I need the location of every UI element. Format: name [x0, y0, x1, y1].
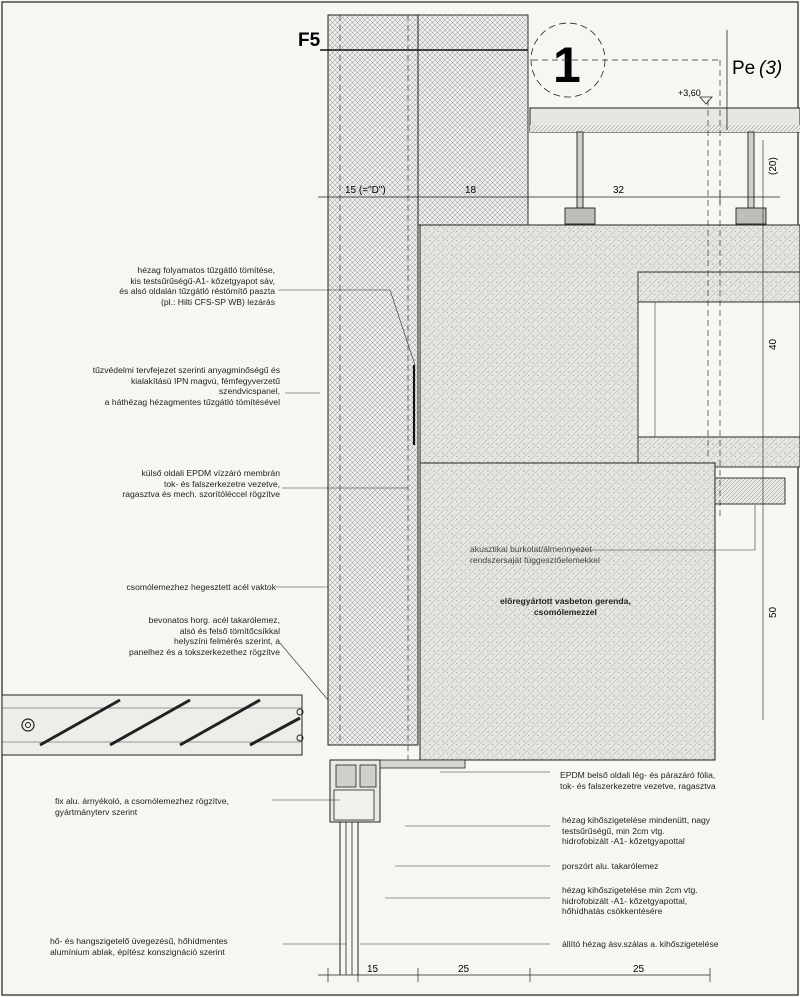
- label-line: porszórt alu. takarólemez: [562, 861, 659, 871]
- dimension-text: (20): [768, 157, 779, 175]
- label-line: rendszersaját függesztőelemekkel: [470, 554, 600, 565]
- axis-number: 1: [553, 37, 581, 93]
- dimension-text: 25: [458, 964, 470, 975]
- label-epdm-outer: [122, 468, 280, 500]
- label-precast-beam: [500, 596, 631, 617]
- dimension-text: 15: [367, 964, 379, 975]
- label-line: akusztikai burkolat/álmennyezet: [470, 544, 592, 554]
- label-line: kialakítású IPN magvú, fémfegyverzetű: [130, 375, 280, 386]
- label-cover-sheet: [129, 615, 280, 657]
- label-adjust-gap: [562, 939, 719, 950]
- label-window: [50, 936, 228, 957]
- label-alu-cover: [562, 861, 658, 872]
- level-top: +3,60: [678, 88, 701, 98]
- label-fire-seal: [119, 265, 275, 307]
- label-line: tok- és falszerkezetre vezetve, ragasztva: [560, 780, 716, 791]
- window-frame: [330, 760, 465, 975]
- label-insulation-2: [562, 885, 698, 917]
- dimension-text: 50: [768, 606, 779, 618]
- label-line: ragasztva és mech. szorítóléccel rögzítve: [122, 489, 280, 500]
- label-line: csomólemezzel: [533, 606, 597, 617]
- beam-flange-top: [638, 272, 800, 302]
- label-epdm-inner: [560, 770, 716, 791]
- beam-opening: [638, 302, 800, 437]
- acoustic-ceiling: [715, 478, 785, 504]
- dimension-text: 40: [768, 338, 779, 350]
- sandwich-panel: [328, 15, 418, 745]
- pe-number: (3): [759, 58, 783, 79]
- label-line: tok- és falszerkezetre vezetve,: [163, 478, 280, 489]
- dimension-text: 25: [633, 964, 645, 975]
- label-line: állító hézag ásv.szálas a. kihőszigetelése: [562, 939, 719, 949]
- label-line: kis testsűrűségű-A1- kőzetgyapot sáv,: [130, 275, 275, 286]
- dimension-text: 18: [465, 185, 477, 196]
- label-line: hézag kihőszigetelése min 2cm vtg.: [562, 885, 698, 895]
- label-sandwich-panel: [93, 365, 280, 407]
- label-line: hő- és hangszigetelő üvegezésű, hőhídmentes: [50, 936, 228, 946]
- label-line: csomólemezhez hegesztett acél vaktok: [126, 582, 276, 592]
- label-line: testsűrűségű, min 2cm vtg.: [562, 825, 665, 836]
- floor-pedestals: [565, 132, 766, 224]
- label-steel-blindframe: [126, 582, 276, 593]
- dimension-text: 32: [613, 185, 625, 196]
- f5-label: F5: [298, 30, 321, 51]
- label-line: (pl.: Hilti CFS-SP WB) lezárás: [161, 296, 275, 307]
- label-line: hidrofobizált -A1- kőzetgyapottal,: [562, 895, 688, 906]
- label-line: tűzvédelmi tervfejezet szerinti anyagminőségű és: [92, 365, 280, 375]
- label-line: előregyártott vasbeton gerenda,: [500, 596, 631, 606]
- label-line: gyártmányterv szerint: [55, 806, 138, 817]
- label-line: bevonatos horg. acél takarólemez,: [148, 615, 280, 625]
- label-line: és alsó oldalán tűzgátló réstömítő paszta: [119, 286, 275, 297]
- label-line: hézag kihőszigetelése mindenütt, nagy: [562, 815, 711, 825]
- label-line: EPDM belső oldali lég- és párazáró fólia,: [560, 770, 716, 780]
- label-line: alumínium ablak, építész konszignáció szerint: [50, 946, 225, 957]
- label-line: külső oldali EPDM vízzáró membrán: [141, 468, 280, 478]
- label-acoustic: [470, 544, 600, 565]
- label-line: alsó és felső tömítőcsíkkal: [179, 625, 280, 636]
- label-line: hidrofobizált -A1- kőzetgyapottal: [562, 836, 685, 847]
- pe-label: Pe: [732, 58, 756, 79]
- label-line: panelhez és a tokszerkezethez rögzítve: [129, 646, 280, 657]
- label-line: a háthézag hézagmentes tűzgátló tömítésével: [104, 396, 280, 407]
- label-line: helyszíni felmérés szerint, a: [173, 636, 280, 647]
- label-line: hézag folyamatos tűzgátló tömítése,: [137, 265, 275, 275]
- label-line: hőhídhatás csökkentésére: [562, 906, 663, 917]
- dimension-text: 15 (="D"): [345, 185, 386, 196]
- label-shading: [55, 796, 229, 817]
- label-line: fix alu. árnyékoló, a csomólemezhez rögzítve,: [55, 796, 229, 806]
- shading-device: [2, 695, 303, 755]
- label-insulation-1: [562, 815, 710, 847]
- label-line: szendvicspanel,: [218, 386, 280, 397]
